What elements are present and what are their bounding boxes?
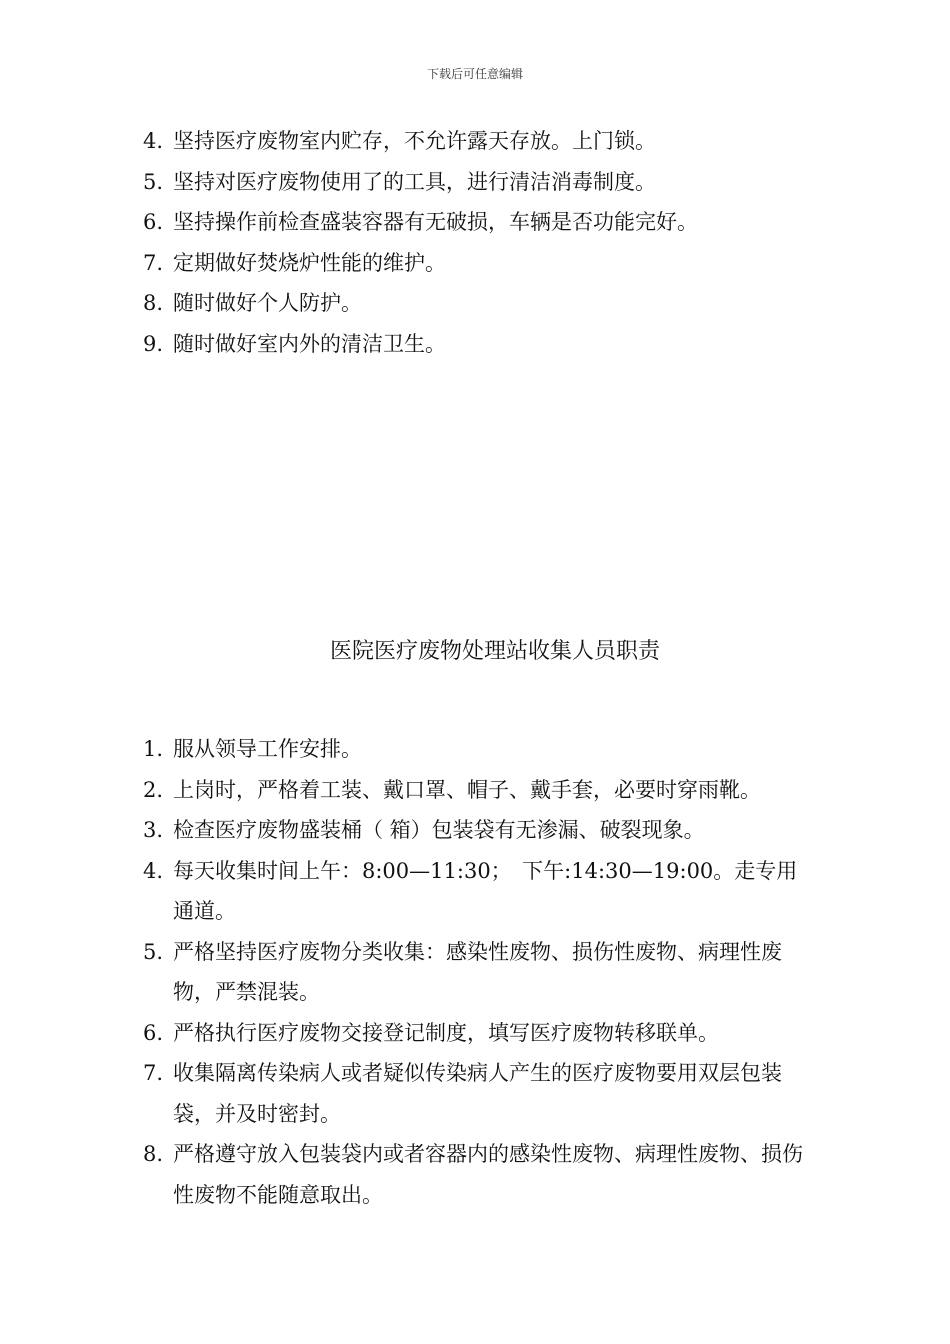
list-item — [143, 932, 815, 1013]
item-number: 6. — [143, 1020, 164, 1045]
list-item — [143, 243, 815, 284]
section-title: 医院医疗废物处理站收集人员职责 — [330, 639, 661, 664]
item-number: 8. — [143, 1142, 164, 1166]
item-number: 7. — [143, 250, 164, 275]
item-text: 随时做好室内外的清洁卫生。 — [173, 331, 446, 356]
item-text: 每天收集时间上午：8:00—11:30； 下午:14:30—19:00。走专用通道。 — [173, 858, 798, 923]
item-number: 5. — [143, 169, 164, 194]
item-number: 5. — [143, 939, 164, 964]
item-number: 4. — [143, 129, 164, 153]
item-text: 服从领导工作安排。 — [173, 737, 362, 761]
list-item — [143, 162, 815, 203]
item-text: 随时做好个人防护。 — [173, 291, 362, 315]
item-number: 9. — [143, 331, 164, 356]
item-number: 1. — [143, 737, 164, 761]
list-item — [143, 283, 815, 324]
list-item — [143, 1013, 815, 1054]
list-item — [143, 1134, 815, 1215]
item-text: 收集隔离传染病人或者疑似传染病人产生的医疗废物要用双层包装袋，并及时密封。 — [173, 1061, 782, 1126]
duty-list-continued — [143, 121, 815, 364]
item-text: 坚持医疗废物室内贮存，不允许露天存放。上门锁。 — [173, 129, 656, 153]
item-number: 8. — [143, 291, 164, 315]
item-number: 3. — [143, 818, 164, 842]
list-item — [143, 324, 815, 365]
item-text: 严格执行医疗废物交接登记制度，填写医疗废物转移联单。 — [173, 1020, 719, 1045]
item-number: 4. — [143, 858, 164, 883]
list-item — [143, 1053, 815, 1134]
list-item — [143, 729, 815, 770]
list-item — [143, 121, 815, 162]
item-number: 2. — [143, 777, 164, 802]
list-item — [143, 770, 815, 811]
item-text: 检查医疗废物盛装桶（ 箱）包装袋有无渗漏、破裂现象。 — [173, 818, 705, 842]
item-text: 坚持对医疗废物使用了的工具，进行清洁消毒制度。 — [173, 169, 656, 194]
item-number: 6. — [143, 210, 164, 234]
item-text: 严格坚持医疗废物分类收集：感染性废物、损伤性废物、病理性废物，严禁混装。 — [173, 939, 782, 1004]
collector-duty-list — [143, 729, 815, 1215]
list-item — [143, 202, 815, 243]
item-text: 定期做好焚烧炉性能的维护。 — [173, 250, 446, 275]
list-item — [143, 810, 815, 851]
page-header: 下载后可任意编辑 — [426, 67, 523, 81]
list-item — [143, 851, 815, 932]
item-text: 上岗时，严格着工装、戴口罩、帽子、戴手套，必要时穿雨靴。 — [173, 777, 761, 802]
item-text: 严格遵守放入包装袋内或者容器内的感染性废物、病理性废物、损伤性废物不能随意取出。 — [173, 1142, 803, 1207]
item-text: 坚持操作前检查盛装容器有无破损，车辆是否功能完好。 — [173, 210, 698, 234]
item-number: 7. — [143, 1061, 164, 1085]
